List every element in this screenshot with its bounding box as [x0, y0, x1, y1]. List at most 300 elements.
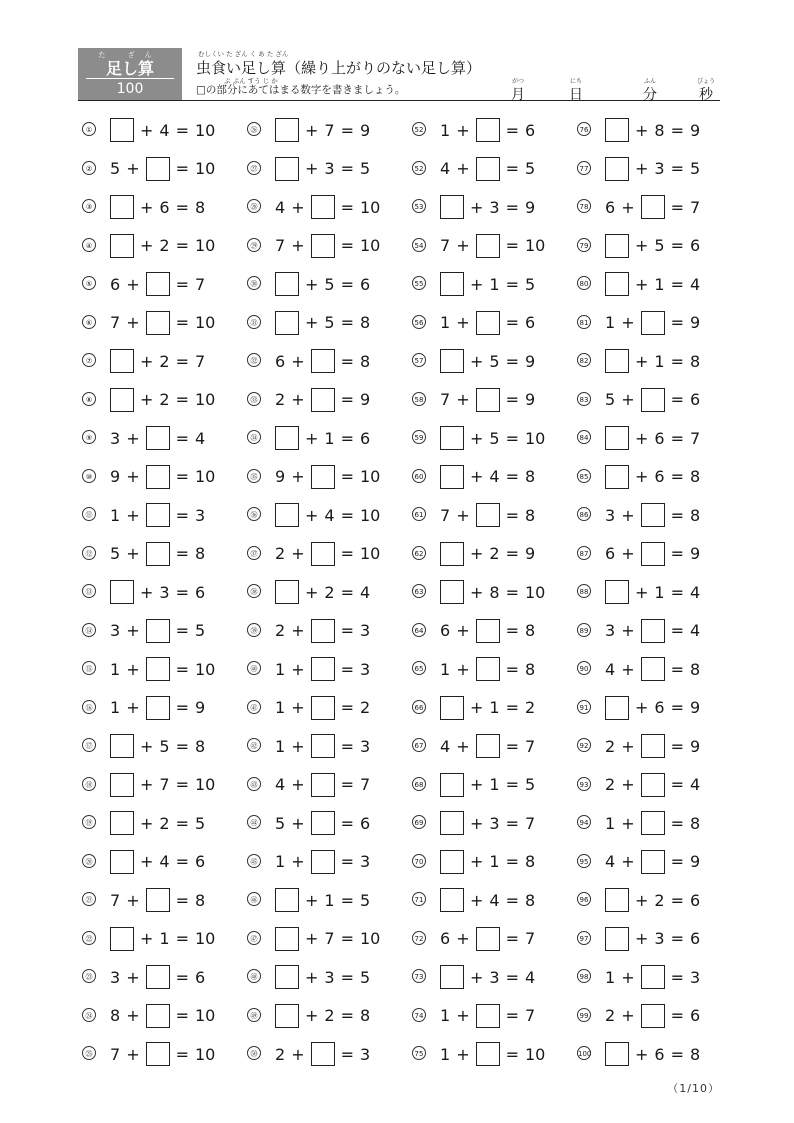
operand: 1 [440, 659, 451, 679]
problem-row [82, 732, 247, 760]
answer-box[interactable] [275, 580, 299, 604]
answer-box[interactable] [311, 657, 335, 681]
equation [110, 309, 221, 337]
problem-grid [82, 116, 742, 1078]
operand: 3 [605, 505, 616, 525]
answer-box[interactable] [641, 1004, 665, 1028]
problem-number: 64 [412, 623, 426, 637]
answer-box[interactable] [641, 311, 665, 335]
problem-number: 97 [577, 931, 591, 945]
answer-box[interactable] [275, 888, 299, 912]
result: 8 [690, 813, 701, 833]
equation [605, 732, 706, 760]
operand: 1 [489, 775, 500, 794]
problem-number: ㉝ [247, 392, 261, 406]
problem-number: ㉔ [82, 1008, 96, 1022]
problem-row [577, 270, 742, 298]
result: 10 [360, 929, 381, 948]
operand: 2 [654, 890, 665, 910]
operand: 4 [275, 775, 286, 794]
answer-box[interactable] [110, 811, 134, 835]
operand: 2 [605, 736, 616, 756]
equals-sign: = [505, 967, 519, 987]
plus-sign: + [456, 313, 470, 332]
answer-box[interactable] [605, 426, 629, 450]
answer-box[interactable] [146, 157, 170, 181]
equals-sign: = [505, 1044, 519, 1064]
answer-box[interactable] [146, 1004, 170, 1028]
answer-box[interactable] [641, 542, 665, 566]
problem-row [577, 155, 742, 183]
problem-row [247, 694, 412, 722]
answer-box[interactable] [275, 272, 299, 296]
result: 8 [525, 505, 536, 525]
problem-row [412, 655, 577, 683]
answer-box[interactable] [275, 118, 299, 142]
equals-sign: = [670, 274, 684, 294]
equals-sign: = [175, 1044, 189, 1064]
operand: 1 [324, 428, 335, 448]
answer-box[interactable] [146, 657, 170, 681]
answer-box[interactable] [311, 234, 335, 258]
equation [605, 309, 706, 337]
result: 9 [690, 852, 701, 871]
plus-sign: + [621, 197, 635, 217]
operand: 1 [275, 852, 286, 871]
problem-row [577, 925, 742, 953]
time-minutes[interactable] [630, 76, 670, 104]
answer-box[interactable] [605, 696, 629, 720]
plus-sign: + [291, 698, 305, 717]
answer-box[interactable] [605, 234, 629, 258]
answer-box[interactable] [605, 272, 629, 296]
problem-row [577, 655, 742, 683]
plus-sign: + [140, 582, 154, 602]
problem-row [577, 463, 742, 491]
answer-box[interactable] [641, 773, 665, 797]
problem-row [247, 155, 412, 183]
plus-sign: + [126, 1006, 140, 1025]
answer-box[interactable] [476, 657, 500, 681]
equation [275, 347, 376, 375]
result: 10 [525, 236, 546, 255]
plus-sign: + [126, 428, 140, 448]
equation [110, 963, 211, 991]
answer-box[interactable] [641, 734, 665, 758]
equals-sign: = [505, 428, 519, 448]
operand: 9 [110, 467, 121, 486]
operand: 4 [440, 159, 451, 178]
answer-box[interactable] [146, 426, 170, 450]
instruction-ruby: ぶ ぶん すう じ か [224, 77, 278, 85]
answer-box[interactable] [476, 388, 500, 412]
answer-box[interactable] [146, 503, 170, 527]
equals-sign: = [505, 852, 519, 871]
answer-box[interactable] [476, 118, 500, 142]
problem-number: ㉖ [247, 122, 261, 136]
problem-row [412, 463, 577, 491]
result: 8 [360, 313, 371, 332]
answer-box[interactable] [476, 927, 500, 951]
answer-box[interactable] [110, 927, 134, 951]
problem-row [247, 116, 412, 144]
answer-box[interactable] [440, 888, 464, 912]
answer-box[interactable] [641, 619, 665, 643]
problem-number: ㊲ [247, 546, 261, 560]
answer-box[interactable] [476, 1042, 500, 1066]
answer-box[interactable] [440, 542, 464, 566]
plus-sign: + [305, 274, 319, 294]
result: 6 [195, 967, 206, 987]
result: 6 [690, 929, 701, 948]
answer-box[interactable] [641, 195, 665, 219]
equals-sign: = [505, 813, 519, 833]
answer-box[interactable] [476, 234, 500, 258]
answer-box[interactable] [275, 426, 299, 450]
operand: 5 [654, 236, 665, 255]
title-badge [78, 48, 182, 100]
answer-box[interactable] [110, 580, 134, 604]
answer-box[interactable] [476, 311, 500, 335]
problem-number: ⑩ [82, 469, 96, 483]
equation [440, 1002, 541, 1030]
problem-row [82, 501, 247, 529]
answer-box[interactable] [476, 503, 500, 527]
answer-box[interactable] [440, 850, 464, 874]
answer-box[interactable] [440, 465, 464, 489]
problem-row [412, 1040, 577, 1068]
answer-box[interactable] [311, 696, 335, 720]
result: 3 [360, 621, 371, 640]
answer-box[interactable] [440, 272, 464, 296]
answer-box[interactable] [476, 619, 500, 643]
equation [605, 1040, 706, 1068]
equals-sign: = [175, 120, 189, 140]
answer-box[interactable] [476, 734, 500, 758]
plus-sign: + [635, 428, 649, 448]
answer-box[interactable] [440, 696, 464, 720]
answer-box[interactable] [146, 1042, 170, 1066]
equals-sign: = [340, 775, 354, 794]
plus-sign: + [305, 967, 319, 987]
result: 9 [360, 120, 371, 140]
answer-box[interactable] [440, 426, 464, 450]
equation [110, 771, 221, 799]
equation [110, 155, 221, 183]
problem-number: ㉞ [247, 430, 261, 444]
equals-sign: = [175, 582, 189, 602]
plus-sign: + [470, 428, 484, 448]
answer-box[interactable] [440, 195, 464, 219]
time-seconds[interactable] [686, 76, 726, 104]
answer-box[interactable] [146, 311, 170, 335]
answer-box[interactable] [110, 734, 134, 758]
date-month-ruby: がつ [511, 78, 524, 85]
result: 3 [360, 659, 371, 679]
problem-row [412, 540, 577, 568]
equation [110, 1002, 221, 1030]
plus-sign: + [126, 698, 140, 717]
operand: 5 [110, 544, 121, 563]
result: 7 [525, 1006, 536, 1025]
plus-sign: + [126, 313, 140, 332]
result: 6 [690, 390, 701, 409]
plus-sign: + [635, 467, 649, 486]
operand: 5 [275, 813, 286, 833]
plus-sign: + [470, 544, 484, 563]
answer-box[interactable] [641, 657, 665, 681]
page-indicator: （1/10） [667, 1082, 720, 1095]
problem-row [412, 424, 577, 452]
equals-sign: = [340, 1006, 354, 1025]
answer-box[interactable] [476, 157, 500, 181]
answer-box[interactable] [110, 234, 134, 258]
equation [110, 386, 221, 414]
operand: 3 [324, 967, 335, 987]
problem-number: ㉘ [247, 199, 261, 213]
answer-box[interactable] [641, 503, 665, 527]
equals-sign: = [340, 390, 354, 409]
answer-box[interactable] [311, 465, 335, 489]
answer-box[interactable] [110, 349, 134, 373]
equation [275, 424, 376, 452]
problem-number: 63 [412, 584, 426, 598]
answer-box[interactable] [641, 965, 665, 989]
problem-row [577, 848, 742, 876]
equation [275, 886, 376, 914]
answer-box[interactable] [110, 773, 134, 797]
answer-box[interactable] [146, 965, 170, 989]
equation [110, 925, 221, 953]
result: 8 [195, 544, 206, 563]
plus-sign: + [291, 621, 305, 640]
equation [275, 309, 376, 337]
operand: 7 [159, 775, 170, 794]
equation [110, 232, 221, 260]
plus-sign: + [126, 544, 140, 563]
answer-box[interactable] [605, 118, 629, 142]
problem-row [247, 925, 412, 953]
result: 3 [360, 1044, 371, 1064]
result: 5 [195, 813, 206, 833]
equation [440, 809, 541, 837]
plus-sign: + [291, 775, 305, 794]
plus-sign: + [470, 813, 484, 833]
plus-sign: + [470, 775, 484, 794]
answer-box[interactable] [476, 1004, 500, 1028]
operand: 1 [605, 813, 616, 833]
result: 8 [360, 1006, 371, 1025]
answer-box[interactable] [605, 1042, 629, 1066]
answer-box[interactable] [110, 195, 134, 219]
operand: 2 [159, 236, 170, 255]
equals-sign: = [670, 775, 684, 794]
operand: 1 [654, 582, 665, 602]
answer-box[interactable] [605, 888, 629, 912]
problem-number: 84 [577, 430, 591, 444]
operand: 5 [489, 428, 500, 448]
date-month[interactable] [498, 76, 538, 104]
date-day[interactable] [556, 76, 596, 104]
operand: 6 [605, 197, 616, 217]
operand: 2 [159, 351, 170, 371]
result: 10 [195, 390, 216, 409]
equals-sign: = [340, 582, 354, 602]
answer-box[interactable] [275, 157, 299, 181]
problem-number: ㊳ [247, 584, 261, 598]
answer-box[interactable] [641, 850, 665, 874]
result: 6 [195, 852, 206, 871]
problem-row [577, 1002, 742, 1030]
result: 8 [525, 659, 536, 679]
answer-box[interactable] [146, 542, 170, 566]
equation [440, 886, 541, 914]
equation [605, 232, 706, 260]
answer-box[interactable] [275, 1004, 299, 1028]
operand: 2 [324, 1006, 335, 1025]
plus-sign: + [140, 236, 154, 255]
operand: 1 [489, 698, 500, 717]
answer-box[interactable] [275, 927, 299, 951]
answer-box[interactable] [440, 965, 464, 989]
equals-sign: = [175, 736, 189, 756]
answer-box[interactable] [275, 311, 299, 335]
answer-box[interactable] [311, 195, 335, 219]
operand: 1 [440, 1006, 451, 1025]
problem-number: ㊴ [247, 623, 261, 637]
equals-sign: = [670, 159, 684, 178]
result: 9 [690, 698, 701, 717]
result: 7 [525, 813, 536, 833]
equation [440, 424, 551, 452]
operand: 3 [654, 929, 665, 948]
operand: 6 [440, 621, 451, 640]
equation [110, 540, 211, 568]
answer-box[interactable] [605, 580, 629, 604]
result: 6 [360, 813, 371, 833]
answer-box[interactable] [311, 542, 335, 566]
operand: 1 [489, 274, 500, 294]
answer-box[interactable] [311, 619, 335, 643]
plus-sign: + [140, 775, 154, 794]
operand: 7 [324, 929, 335, 948]
answer-box[interactable] [311, 388, 335, 412]
answer-box[interactable] [146, 619, 170, 643]
plus-sign: + [291, 197, 305, 217]
answer-box[interactable] [311, 811, 335, 835]
answer-box[interactable] [311, 1042, 335, 1066]
problem-number: ㊹ [247, 815, 261, 829]
problem-row [82, 116, 247, 144]
title-block [196, 48, 526, 100]
operand: 6 [605, 544, 616, 563]
result: 6 [525, 120, 536, 140]
equation [275, 1002, 376, 1030]
equals-sign: = [670, 236, 684, 255]
problem-number: ㉓ [82, 969, 96, 983]
result: 6 [690, 236, 701, 255]
time-minutes-unit: 分 [643, 87, 657, 103]
equals-sign: = [340, 274, 354, 294]
answer-box[interactable] [440, 349, 464, 373]
equals-sign: = [340, 852, 354, 871]
operand: 8 [654, 120, 665, 140]
answer-box[interactable] [110, 388, 134, 412]
operand: 3 [159, 582, 170, 602]
answer-box[interactable] [110, 850, 134, 874]
badge-ruby: た ざん [98, 51, 162, 59]
answer-box[interactable] [605, 927, 629, 951]
result: 6 [360, 428, 371, 448]
problem-number: 60 [412, 469, 426, 483]
result: 10 [525, 1044, 546, 1064]
answer-box[interactable] [605, 465, 629, 489]
answer-box[interactable] [311, 734, 335, 758]
plus-sign: + [305, 929, 319, 948]
plus-sign: + [126, 890, 140, 910]
answer-box[interactable] [311, 850, 335, 874]
equation [605, 848, 706, 876]
problem-row [82, 771, 247, 799]
result: 7 [525, 929, 536, 948]
answer-box[interactable] [146, 696, 170, 720]
operand: 1 [489, 852, 500, 871]
problem-number: ⑱ [82, 777, 96, 791]
problem-row [247, 578, 412, 606]
answer-box[interactable] [605, 349, 629, 373]
operand: 6 [440, 929, 451, 948]
equation [275, 732, 376, 760]
answer-box[interactable] [311, 773, 335, 797]
plus-sign: + [635, 159, 649, 178]
plus-sign: + [635, 929, 649, 948]
result: 8 [525, 467, 536, 486]
operand: 5 [110, 159, 121, 178]
problem-number: 77 [577, 161, 591, 175]
equation [275, 501, 386, 529]
result: 8 [525, 852, 536, 871]
problem-row [412, 270, 577, 298]
answer-box[interactable] [440, 580, 464, 604]
operand: 2 [605, 1006, 616, 1025]
answer-box[interactable] [641, 811, 665, 835]
answer-box[interactable] [440, 773, 464, 797]
answer-box[interactable] [146, 272, 170, 296]
answer-box[interactable] [275, 503, 299, 527]
equals-sign: = [340, 698, 354, 717]
answer-box[interactable] [110, 118, 134, 142]
problem-row [412, 347, 577, 375]
answer-box[interactable] [440, 811, 464, 835]
answer-box[interactable] [605, 157, 629, 181]
result: 10 [525, 582, 546, 602]
answer-box[interactable] [275, 965, 299, 989]
answer-box[interactable] [641, 388, 665, 412]
problem-row [82, 155, 247, 183]
plus-sign: + [305, 313, 319, 332]
plus-sign: + [621, 621, 635, 640]
problem-row [412, 886, 577, 914]
answer-box[interactable] [146, 888, 170, 912]
answer-box[interactable] [311, 349, 335, 373]
result: 10 [360, 505, 381, 525]
operand: 4 [489, 890, 500, 910]
plus-sign: + [621, 1006, 635, 1025]
equation [110, 1040, 221, 1068]
answer-box[interactable] [146, 465, 170, 489]
operand: 2 [324, 582, 335, 602]
equals-sign: = [505, 1006, 519, 1025]
